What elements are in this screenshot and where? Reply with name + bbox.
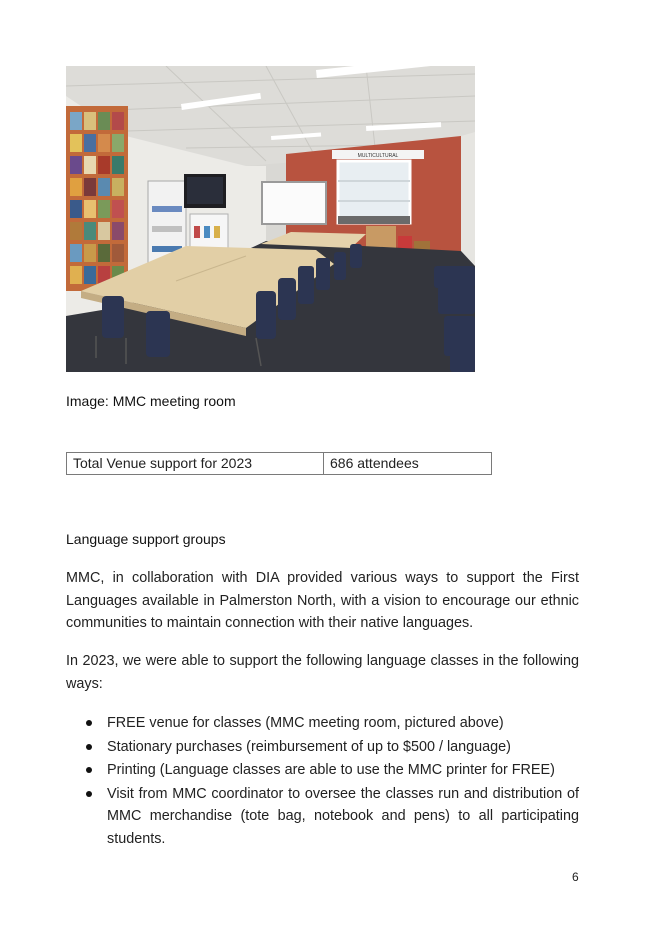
venue-support-table [66,452,492,475]
bullet-icon [86,791,92,797]
paragraph: In 2023, we were able to support the following language classes in the following ways: [66,653,579,692]
bullet-icon [86,720,92,726]
list-item [86,736,579,759]
section-heading: Language support groups [66,531,226,547]
meeting-room-photo [66,66,475,372]
list-item [86,783,579,851]
multicultural-sign: MULTICULTURAL [357,153,399,159]
page-number: 6 [572,870,579,884]
venue-support-label: Total Venue support for 2023 [67,453,324,475]
list-item [86,712,579,735]
bullet-icon [86,767,92,773]
list-item-text: Printing (Language classes are able to use the MMC printer for FREE) [107,762,555,778]
table-row [67,453,492,475]
meeting-room-image [66,66,475,372]
venue-support-value: 686 attendees [324,453,492,475]
paragraph: MMC, in collaboration with DIA provided various ways to support the First Languages available in Palmerston North, with a vision to encourage our ethnic communities to maintain connection with their native languages. [66,570,579,631]
list-item-text: Visit from MMC coordinator to oversee the classes run and distribution of MMC merchandise (tote bag, notebook and pens) to all participating students. [107,785,579,847]
photo-caption: Image: MMC meeting room [66,393,236,409]
list-item-text: FREE venue for classes (MMC meeting room, pictured above) [107,715,504,731]
list-item-text: Stationary purchases (reimbursement of up to $500 / language) [107,738,511,755]
list-item [86,759,579,782]
bullet-icon [86,744,92,750]
support-list [86,712,579,851]
